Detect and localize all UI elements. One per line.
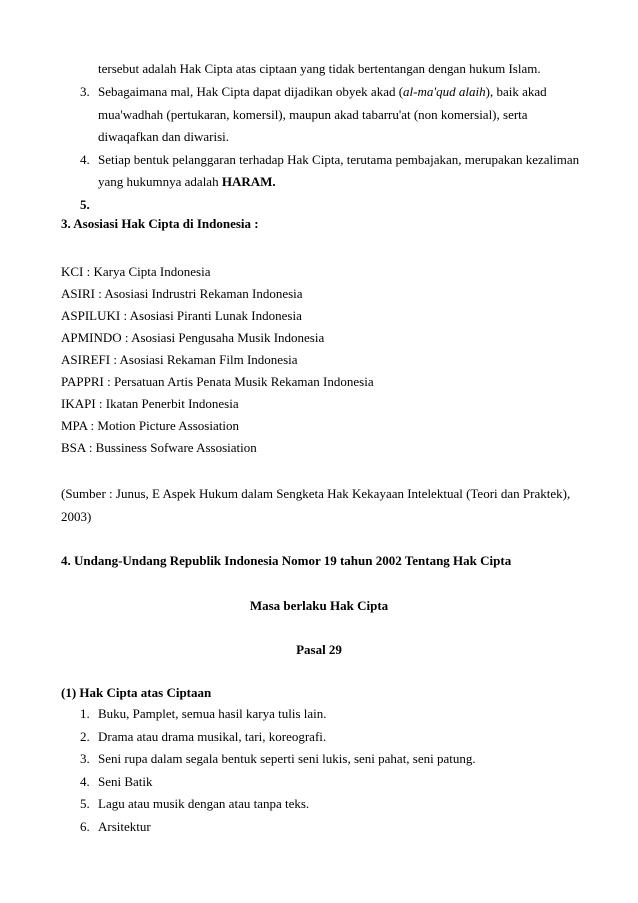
list-item: Seni Batik (98, 774, 153, 789)
list-item-3-line1 (98, 84, 547, 100)
list-number-3: 3. (80, 84, 90, 99)
list-item-4-line2 (98, 174, 276, 190)
source-citation-line1: (Sumber : Junus, E Aspek Hukum dalam Sengketa Hak Kekayaan Intelektual (Teori dan Praktek), (61, 486, 571, 501)
list-number: 3. (80, 751, 90, 766)
list-item-3-italic: al-ma'qud alaih (403, 84, 486, 99)
list-item: Buku, Pamplet, semua hasil karya tulis lain. (98, 706, 327, 721)
list-item-4-text: yang hukumnya adalah (98, 174, 222, 189)
list-item-3-text-b: ), baik akad (485, 84, 547, 99)
list-item-3-text-a: Sebagaimana mal, Hak Cipta dapat dijadikan obyek akad ( (98, 84, 404, 99)
association-item: PAPPRI : Persatuan Artis Penata Musik Rekaman Indonesia (61, 374, 374, 389)
association-item: ASIREFI : Asosiasi Rekaman Film Indonesia (61, 352, 298, 367)
list-item: Drama atau drama musikal, tari, koreografi. (98, 729, 327, 744)
list-item-4-line1: Setiap bentuk pelanggaran terhadap Hak Cipta, terutama pembajakan, merupakan kezaliman (98, 152, 580, 167)
list-item: Arsitektur (98, 819, 151, 834)
section-3-heading: 3. Asosiasi Hak Cipta di Indonesia : (61, 216, 259, 231)
list-number-5: 5. (80, 197, 90, 212)
association-item: MPA : Motion Picture Assosiation (61, 418, 239, 433)
list-item-3-line3: diwaqafkan dan diwarisi. (98, 129, 230, 144)
list-number: 2. (80, 729, 90, 744)
association-item: ASPILUKI : Asosiasi Piranti Lunak Indonesia (61, 308, 302, 323)
list-number: 1. (80, 706, 90, 721)
list-number: 6. (80, 819, 90, 834)
list-item-3-line2: mua'wadhah (pertukaran, komersil), maupun akad tabarru'at (non komersial), serta (98, 107, 528, 122)
list-number: 5. (80, 796, 90, 811)
list-item-2-continuation: tersebut adalah Hak Cipta atas ciptaan yang tidak bertentangan dengan hukum Islam. (98, 61, 541, 76)
association-item: APMINDO : Asosiasi Pengusaha Musik Indonesia (61, 330, 325, 345)
association-item: BSA : Bussiness Sofware Assosiation (61, 440, 257, 455)
subtitle-masa-berlaku: Masa berlaku Hak Cipta (249, 598, 389, 613)
pasal-heading: Pasal 29 (296, 642, 342, 657)
section-4-heading: 4. Undang-Undang Republik Indonesia Nomor 19 tahun 2002 Tentang Hak Cipta (61, 553, 512, 568)
haram-bold: HARAM. (221, 174, 276, 189)
list-number-4: 4. (80, 152, 90, 167)
list-item: Seni rupa dalam segala bentuk seperti seni lukis, seni pahat, seni patung. (98, 751, 476, 766)
list-number: 4. (80, 774, 90, 789)
association-item: KCI : Karya Cipta Indonesia (61, 264, 211, 279)
clause-heading: (1) Hak Cipta atas Ciptaan (61, 685, 212, 700)
association-item: ASIRI : Asosiasi Indrustri Rekaman Indonesia (61, 286, 303, 301)
list-item: Lagu atau musik dengan atau tanpa teks. (98, 796, 310, 811)
association-item: IKAPI : Ikatan Penerbit Indonesia (61, 396, 239, 411)
source-citation-line2: 2003) (61, 509, 92, 524)
